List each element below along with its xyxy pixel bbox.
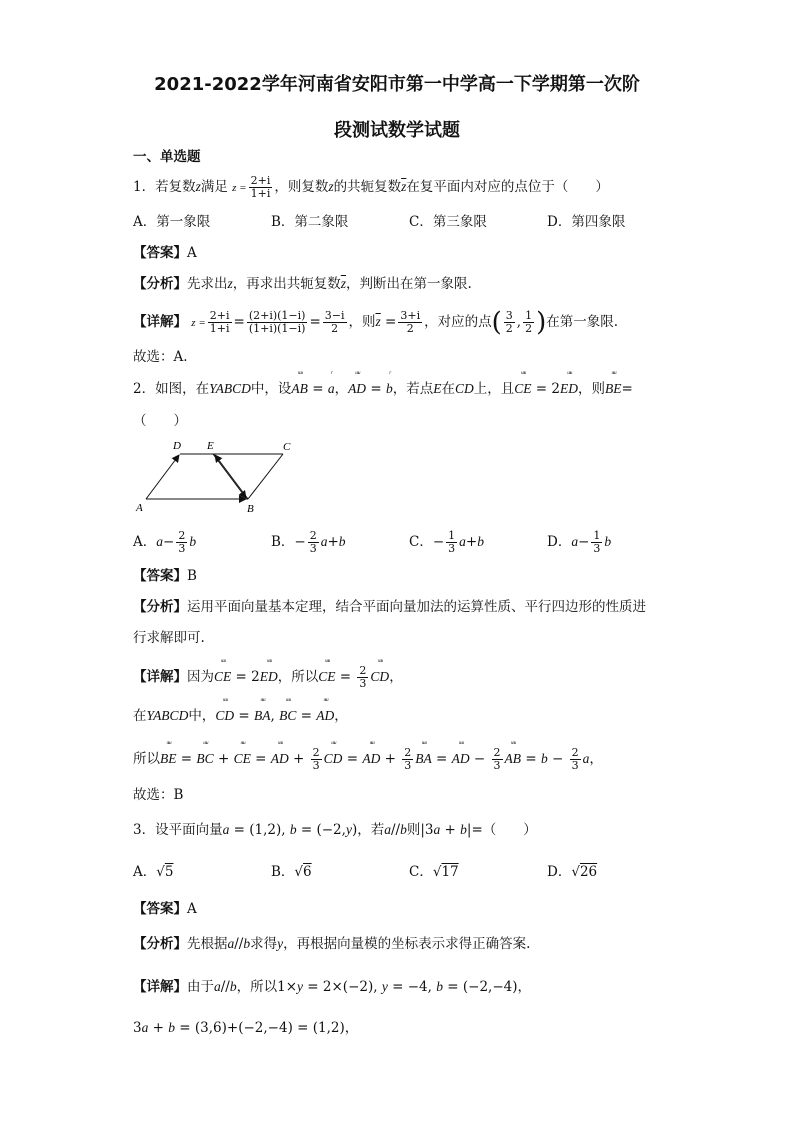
label-d: D: [173, 440, 181, 452]
q3-option-b: B．√6: [271, 864, 312, 880]
label-c: C: [283, 441, 291, 453]
q1-option-b: B．第二象限: [271, 214, 349, 230]
vector-ad: [146, 455, 179, 499]
q2-option-d: D．a− $\frac{1}{3}$ b: [547, 529, 612, 555]
q3-detail-line2: 3a + b = (3,6)+(−2,−4) = (1,2)，: [133, 1020, 359, 1036]
q1-answer: 【答案】A: [133, 245, 197, 261]
q2-option-a: A．a− $\frac{2}{3}$ b: [133, 529, 197, 555]
q2-detail-line2: 在YABCD中， ᵘᵘᵘ CD = ᵘᵘᵘ BA, ᵘᵘᵘ BC = ᵘᵘᵘ AD，: [133, 696, 348, 724]
q1-option-c: C．第三象限: [409, 214, 487, 230]
q3-analysis: 【分析】先根据a//b求得y，再根据向量模的坐标表示求得正确答案.: [133, 936, 531, 952]
q3-option-c: C．√17: [409, 864, 459, 880]
q1-fraction: $\frac{2+i}{1+i}$: [250, 174, 271, 200]
q1-analysis: 【分析】先求出z，再求出共轭复数$\overline{z}$，判断出在第一象限.: [133, 276, 472, 292]
label-a: A: [136, 502, 143, 514]
q1-option-d: D．第四象限: [547, 214, 626, 230]
q2-analysis-line2: 行求解即可.: [133, 630, 205, 646]
q2-answer: 【答案】B: [133, 568, 197, 584]
q2-analysis-line1: 【分析】运用平面向量基本定理，结合平面向量加法的运算性质、平行四边形的性质进: [133, 599, 646, 615]
vector-be: [215, 455, 248, 499]
q3-detail-line1: 【详解】由于a//b，所以1×y = 2×(−2), y = −4, b = (−2,−4)，: [133, 979, 531, 995]
q3-answer: 【答案】A: [133, 901, 197, 917]
label-b: B: [247, 503, 254, 515]
q1-option-a: A．第一象限: [133, 214, 211, 230]
q2-detail-line1: 【详解】因为 ᵘᵘᵘ CE = 2 ᵘᵘᵘ ED，所以 ᵘᵘᵘ CE = $\frac{2}{3}$ ᵘᵘᵘ CD，: [133, 657, 403, 690]
q2-conclusion: 故选：B: [133, 787, 184, 803]
vector-eb: [213, 454, 246, 498]
section-heading: 一、单选题: [133, 149, 201, 165]
segment-bc: [248, 454, 283, 499]
q1-conclusion: 故选：A.: [133, 349, 188, 365]
q3-option-a: A．√5: [133, 864, 174, 880]
label-e: E: [207, 440, 214, 452]
q2-option-b: B．− $\frac{2}{3}$ a+b: [271, 529, 346, 555]
q3-stem: 3．设平面向量a = (1,2), b = (−2,y)，若a//b则|3a + b|=（ ）: [133, 822, 537, 838]
q1-stem: 1．若复数z满足 z = $\frac{2+i}{1+i}$ ，则复数z的共轭复数$\overline{z}$在复平面内对应的点位于（ ）: [133, 174, 609, 200]
q2-blank: （ ）: [133, 413, 187, 429]
q3-option-d: D．√26: [547, 864, 598, 880]
q2-stem: 2．如图，在YABCD中，设 ᵘᵘᵘ AB = ʳ a， ᵘᵘᵘ AD = ʳ b，若点E在CD上，且 ᵘᵘᵘ CE = 2 ᵘᵘᵘ ED，则 ᵘᵘᵘ BE=: [133, 369, 633, 397]
q2-option-c: C．− $\frac{1}{3}$ a+b: [409, 529, 484, 555]
page-title-line1: 2021-2022学年河南省安阳市第一中学高一下学期第一次阶: [154, 74, 640, 95]
q2-detail-line3: 所以 ᵘᵘᵘ BE = ᵘᵘᵘ BC + ᵘᵘᵘ CE = ᵘᵘᵘ AD + $\frac{2}{3}$ ᵘᵘᵘ CD = ᵘᵘᵘ AD + $\frac{2}{3}$ ᵘᵘᵘ BA = ᵘᵘᵘ AD − $\frac{2}{3}$ ᵘᵘᵘ AB = b − $\frac{2}{3}$ a，: [133, 739, 603, 772]
page-title-line2: 段测试数学试题: [334, 120, 460, 141]
q1-detail: 【详解】 z = $\frac{2+i}{1+i}$ = $\frac{(2+i)(1-i)}{(1+i)(1-i)}$ = $\frac{3-i}{2}$ ，则$\overline{z}$ = $\frac{3+i}{2}$ ，对应的点( $\frac{3}{2}$ , $\frac{1}{2}$ )在第一象限.: [133, 307, 619, 338]
parallelogram-figure: [133, 436, 303, 516]
